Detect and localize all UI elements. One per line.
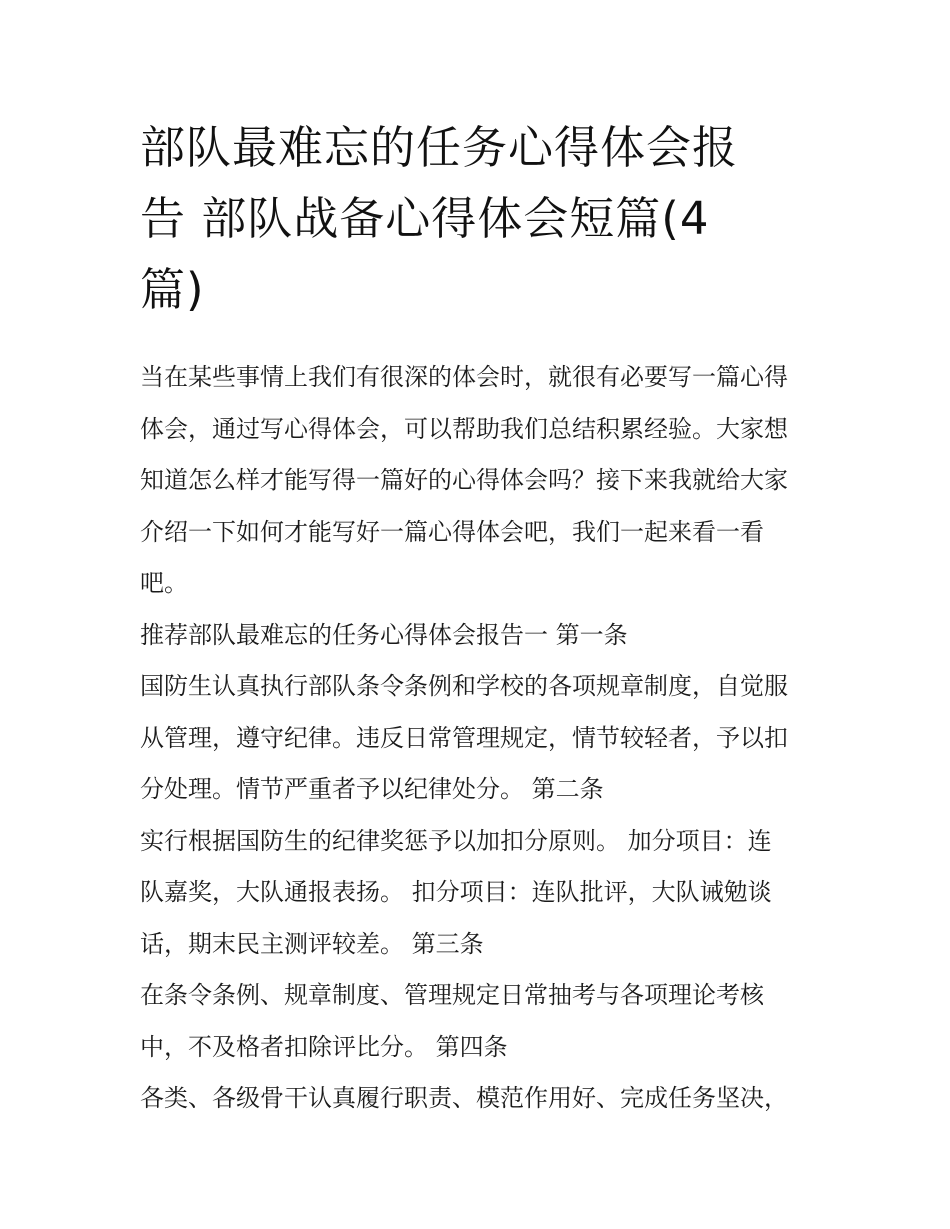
body-line: 知道怎么样才能写得一篇好的心得体会吗？接下来我就给大家 (140, 466, 788, 494)
body-line: 体会，通过写心得体会，可以帮助我们总结积累经验。大家想 (140, 414, 788, 443)
body-line: 介绍一下如何才能写好一篇心得体会吧，我们一起来看一看 (140, 517, 764, 546)
body-line: 当在某些事情上我们有很深的体会时，就很有必要写一篇心得 (140, 363, 788, 391)
title-line: 告 部队战备心得体会短篇(4 (140, 192, 710, 245)
document-title (140, 112, 820, 325)
document-body (140, 352, 820, 1125)
body-line: 实行根据国防生的纪律奖惩予以加扣分原则。 加分项目：连 (140, 826, 772, 855)
body-line: 各类、各级骨干认真履行职责、模范作用好、完成任务坚决， (140, 1084, 788, 1112)
body-line: 分处理。情节严重者予以纪律处分。 第二条 (140, 775, 604, 803)
body-line: 从管理，遵守纪律。违反日常管理规定，情节较轻者，予以扣 (140, 723, 788, 752)
section-heading: 推荐部队最难忘的任务心得体会报告一 第一条 (140, 620, 628, 649)
title-line: 篇) (140, 263, 205, 316)
title-line: 部队最难忘的任务心得体会报 (140, 121, 739, 174)
body-line: 队嘉奖，大队通报表扬。 扣分项目：连队批评，大队诫勉谈 (140, 878, 772, 906)
body-line: 在条令条例、规章制度、管理规定日常抽考与各项理论考核 (140, 981, 764, 1009)
body-line: 吧。 (140, 569, 188, 597)
body-line: 话，期末民主测评较差。 第三条 (140, 929, 484, 958)
body-line: 国防生认真执行部队条令条例和学校的各项规章制度，自觉服 (140, 672, 788, 700)
body-line: 中，不及格者扣除评比分。 第四条 (140, 1032, 508, 1061)
